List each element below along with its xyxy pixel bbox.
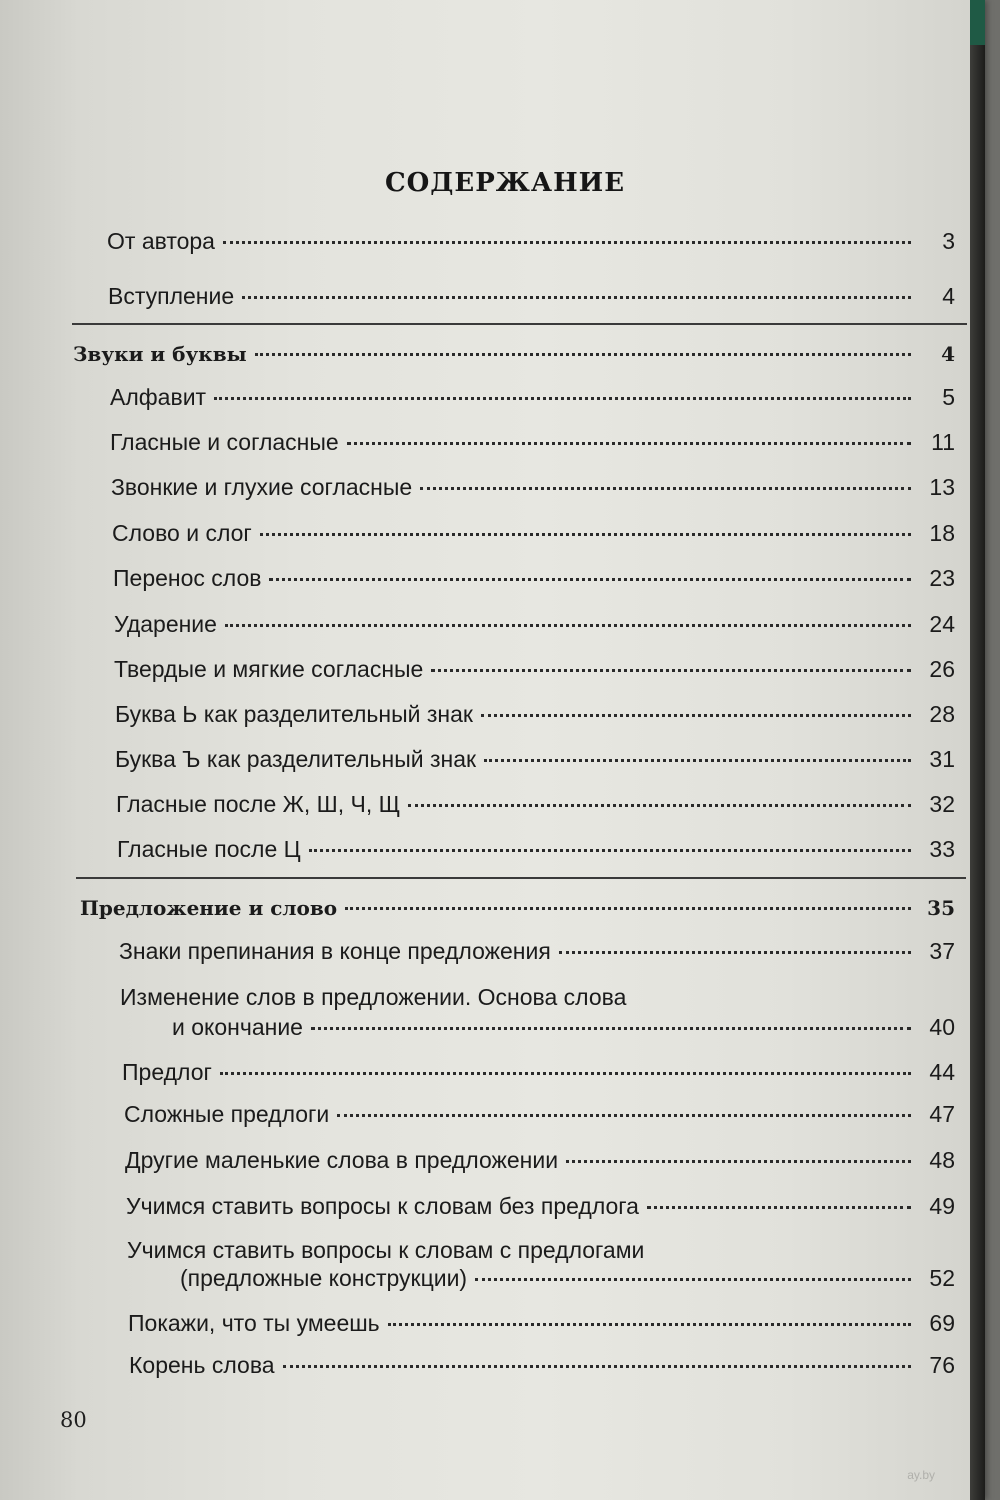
toc-entry-label: Твердые и мягкие согласные (114, 656, 424, 682)
toc-entry-page: 31 (929, 746, 955, 772)
leader-dots (647, 1206, 911, 1209)
toc-entry-label: Корень слова (129, 1352, 275, 1378)
toc-entry-label: Покажи, что ты умеешь (128, 1310, 380, 1336)
leader-dots (225, 624, 911, 627)
leader-dots (559, 951, 911, 954)
toc-entry-izmenenie-slov (172, 1014, 955, 1041)
toc-entry-label: Перенос слов (113, 565, 262, 591)
toc-entry-page: 37 (929, 938, 955, 964)
toc-entry-label: От автора (107, 228, 215, 254)
toc-entry-page: 23 (929, 565, 955, 591)
cover-corner (970, 0, 985, 45)
toc-section-page: 35 (927, 896, 955, 920)
toc-entry-perenos-slov (113, 565, 955, 592)
toc-entry-voprosy-s-predlogami-line1: Учимся ставить вопросы к словам с предлогами (127, 1237, 645, 1263)
toc-entry-page: 5 (942, 384, 955, 410)
leader-dots (566, 1160, 911, 1163)
leader-dots (311, 1027, 911, 1030)
leader-dots (223, 241, 911, 244)
leader-dots (214, 397, 911, 400)
toc-entry-label: Вступление (108, 283, 235, 309)
toc-entry-glasnye-i-soglasnye (110, 429, 955, 456)
toc-section-label: Предложение и слово (80, 896, 338, 920)
toc-section-zvuki-i-bukvy (73, 342, 955, 366)
toc-entry-myagkiy-znak (115, 701, 955, 728)
toc-entry-page: 4 (942, 283, 955, 309)
toc-entry-slozhnye-predlogi (124, 1101, 955, 1128)
toc-entry-tverdyy-znak (115, 746, 955, 773)
toc-entry-page: 32 (929, 791, 955, 817)
toc-entry-label: Звонкие и глухие согласные (111, 474, 413, 500)
toc-entry-label-cont: (предложные конструкции) (180, 1265, 468, 1291)
section-divider (76, 877, 966, 879)
toc-entry-page: 40 (929, 1014, 955, 1040)
leader-dots (420, 487, 911, 490)
toc-entry-glasnye-posle-ts (117, 836, 955, 863)
toc-entry-label: Гласные и согласные (110, 429, 339, 455)
leader-dots (481, 714, 911, 717)
toc-section-predlozhenie-i-slovo (80, 896, 955, 920)
leader-dots (345, 907, 911, 910)
toc-entry-label: Гласные после Ц (117, 836, 301, 862)
toc-entry-page: 48 (929, 1147, 955, 1173)
leader-dots (475, 1278, 911, 1281)
toc-entry-page: 13 (929, 474, 955, 500)
page-edge (970, 0, 985, 1500)
toc-entry-label: Алфавит (110, 384, 207, 410)
leader-dots (260, 533, 911, 536)
watermark: ay.by (907, 1468, 935, 1482)
leader-dots (408, 804, 911, 807)
toc-entry-tverdye-i-myagkie (114, 656, 955, 683)
toc-entry-page: 49 (929, 1193, 955, 1219)
page-number: 80 (60, 1408, 87, 1432)
toc-entry-zvonkie-i-gluhie (111, 474, 955, 501)
toc-entry-label: Гласные после Ж, Ш, Ч, Щ (116, 791, 401, 817)
toc-entry-page: 3 (942, 228, 955, 254)
toc-entry-page: 44 (929, 1059, 955, 1085)
leader-dots (484, 759, 911, 762)
leader-dots (255, 353, 911, 356)
toc-section-page: 4 (941, 342, 955, 366)
toc-entry-page: 33 (929, 836, 955, 862)
leader-dots (269, 578, 911, 581)
leader-dots (283, 1365, 911, 1368)
toc-entry-znaki-prepinaniya (119, 938, 955, 965)
toc-entry-page: 11 (931, 429, 955, 455)
toc-entry-label: Сложные предлоги (124, 1101, 330, 1127)
toc-entry-label: Знаки препинания в конце предложения (119, 938, 551, 964)
leader-dots (388, 1323, 911, 1326)
toc-entry-page: 47 (929, 1101, 955, 1127)
page-title: СОДЕРЖАНИЕ (384, 168, 626, 198)
toc-entry-label: Другие маленькие слова в предложении (125, 1147, 559, 1173)
toc-entry-voprosy-s-predlogami (180, 1265, 955, 1292)
leader-dots (337, 1114, 911, 1117)
toc-entry-page: 26 (929, 656, 955, 682)
toc-entry-ot-avtora (107, 228, 955, 255)
toc-entry-page: 76 (929, 1352, 955, 1378)
leader-dots (309, 849, 911, 852)
toc-entry-predlog (122, 1059, 955, 1086)
toc-entry-alfavit (110, 384, 955, 411)
toc-entry-label: Ударение (114, 611, 217, 637)
toc-entry-slovo-i-slog (112, 520, 955, 547)
toc-entry-udarenie (114, 611, 955, 638)
toc-entry-page: 69 (929, 1310, 955, 1336)
toc-section-label: Звуки и буквы (73, 342, 247, 366)
leader-dots (220, 1072, 911, 1075)
toc-entry-label: Слово и слог (112, 520, 252, 546)
toc-entry-page: 52 (929, 1265, 955, 1291)
toc-entry-label: Учимся ставить вопросы к словам без предлога (126, 1193, 639, 1219)
toc-entry-label: Буква Ь как разделительный знак (115, 701, 473, 727)
toc-entry-label-cont: и окончание (172, 1014, 303, 1040)
leader-dots (242, 296, 911, 299)
toc-entry-voprosy-bez-predloga (126, 1193, 955, 1220)
leader-dots (347, 442, 911, 445)
toc-entry-vstuplenie (108, 283, 955, 310)
toc-entry-izmenenie-slov-line1: Изменение слов в предложении. Основа слова (120, 984, 627, 1010)
toc-entry-page: 24 (929, 611, 955, 637)
toc-entry-pokazhi (128, 1310, 955, 1337)
section-divider (72, 323, 967, 325)
toc-entry-page: 28 (929, 701, 955, 727)
toc-entry-glasnye-posle-zhshchshch (116, 791, 955, 818)
toc-entry-label: Буква Ъ как разделительный знак (115, 746, 477, 772)
toc-entry-page: 18 (929, 520, 955, 546)
toc-entry-label: Предлог (122, 1059, 212, 1085)
toc-entry-koren-slova (129, 1352, 955, 1379)
leader-dots (431, 669, 911, 672)
toc-entry-drugie-slova (125, 1147, 955, 1174)
